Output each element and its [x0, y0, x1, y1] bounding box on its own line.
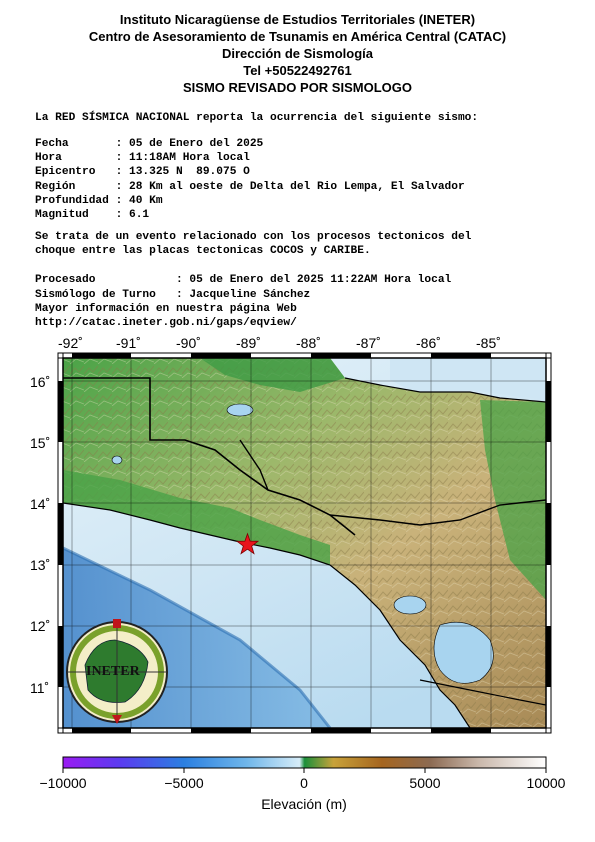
header-direction: Dirección de Sismología	[222, 46, 373, 61]
header-center: Centro de Asesoramiento de Tsunamis en América Central (CATAC)	[88, 29, 507, 44]
field-time: Hora : 11:18AM Hora local	[35, 152, 250, 164]
lat-tick-label: 12˚	[30, 618, 51, 634]
ineter-logo-text: INETER	[86, 664, 140, 679]
header-phone: Tel +50522492761	[243, 63, 352, 78]
processed-time: Procesado : 05 de Enero del 2025 11:22AM Hora local	[35, 274, 452, 286]
lon-tick-label: -91˚	[116, 335, 141, 351]
lat-tick-label: 15˚	[30, 435, 51, 451]
field-depth: Profundidad : 40 Km	[35, 195, 163, 207]
colorbar-tick-label: −5000	[164, 775, 204, 791]
website-url[interactable]: http://catac.ineter.gob.ni/gaps/eqview/	[35, 317, 297, 329]
colorbar-tick-label: 0	[300, 775, 308, 791]
report-intro: La RED SÍSMICA NACIONAL reporta la ocurrencia del siguiente sismo:	[35, 112, 479, 124]
lon-tick-label: -86˚	[416, 335, 441, 351]
field-magnitude: Magnitud : 6.1	[35, 209, 150, 221]
header-review-status: SISMO REVISADO POR SISMOLOGO	[183, 80, 412, 95]
tectonic-note-line1: Se trata de un evento relacionado con los procesos tectonicos del	[35, 231, 472, 243]
more-info-text: Mayor información en nuestra página Web	[35, 303, 297, 315]
field-region: Región : 28 Km al oeste de Delta del Rio Lempa, El Salvador	[35, 181, 465, 193]
lat-tick-label: 13˚	[30, 557, 51, 573]
elevation-colorbar	[63, 757, 546, 768]
lake-peten-itza	[227, 404, 253, 416]
colorbar-label: Elevación (m)	[261, 796, 347, 812]
seismologist-on-duty: Sismólogo de Turno : Jacqueline Sánchez	[35, 289, 311, 301]
tectonic-note-line2: choque entre las placas tectonicas COCOS y CARIBE.	[35, 245, 371, 257]
lat-tick-label: 16˚	[30, 374, 51, 390]
colorbar-tick-label: −10000	[39, 775, 87, 791]
lon-tick-label: -88˚	[296, 335, 321, 351]
lon-tick-label: -89˚	[236, 335, 261, 351]
lake-managua	[394, 596, 426, 614]
lon-tick-label: -87˚	[356, 335, 381, 351]
colorbar-tick-label: 5000	[409, 775, 441, 791]
colorbar-tick-label: 10000	[526, 775, 566, 791]
field-epicenter: Epicentro : 13.325 N 89.075 O	[35, 166, 250, 178]
lon-tick-label: -85˚	[476, 335, 501, 351]
colorbar-ticks	[63, 768, 546, 773]
lat-tick-label: 14˚	[30, 496, 51, 512]
header-institute: Instituto Nicaragüense de Estudios Territoriales (INETER)	[119, 12, 476, 27]
lon-tick-label: -92˚	[58, 335, 83, 351]
lat-tick-label: 11˚	[30, 680, 50, 696]
field-date: Fecha : 05 de Enero del 2025	[35, 138, 264, 150]
lon-tick-label: -90˚	[176, 335, 201, 351]
